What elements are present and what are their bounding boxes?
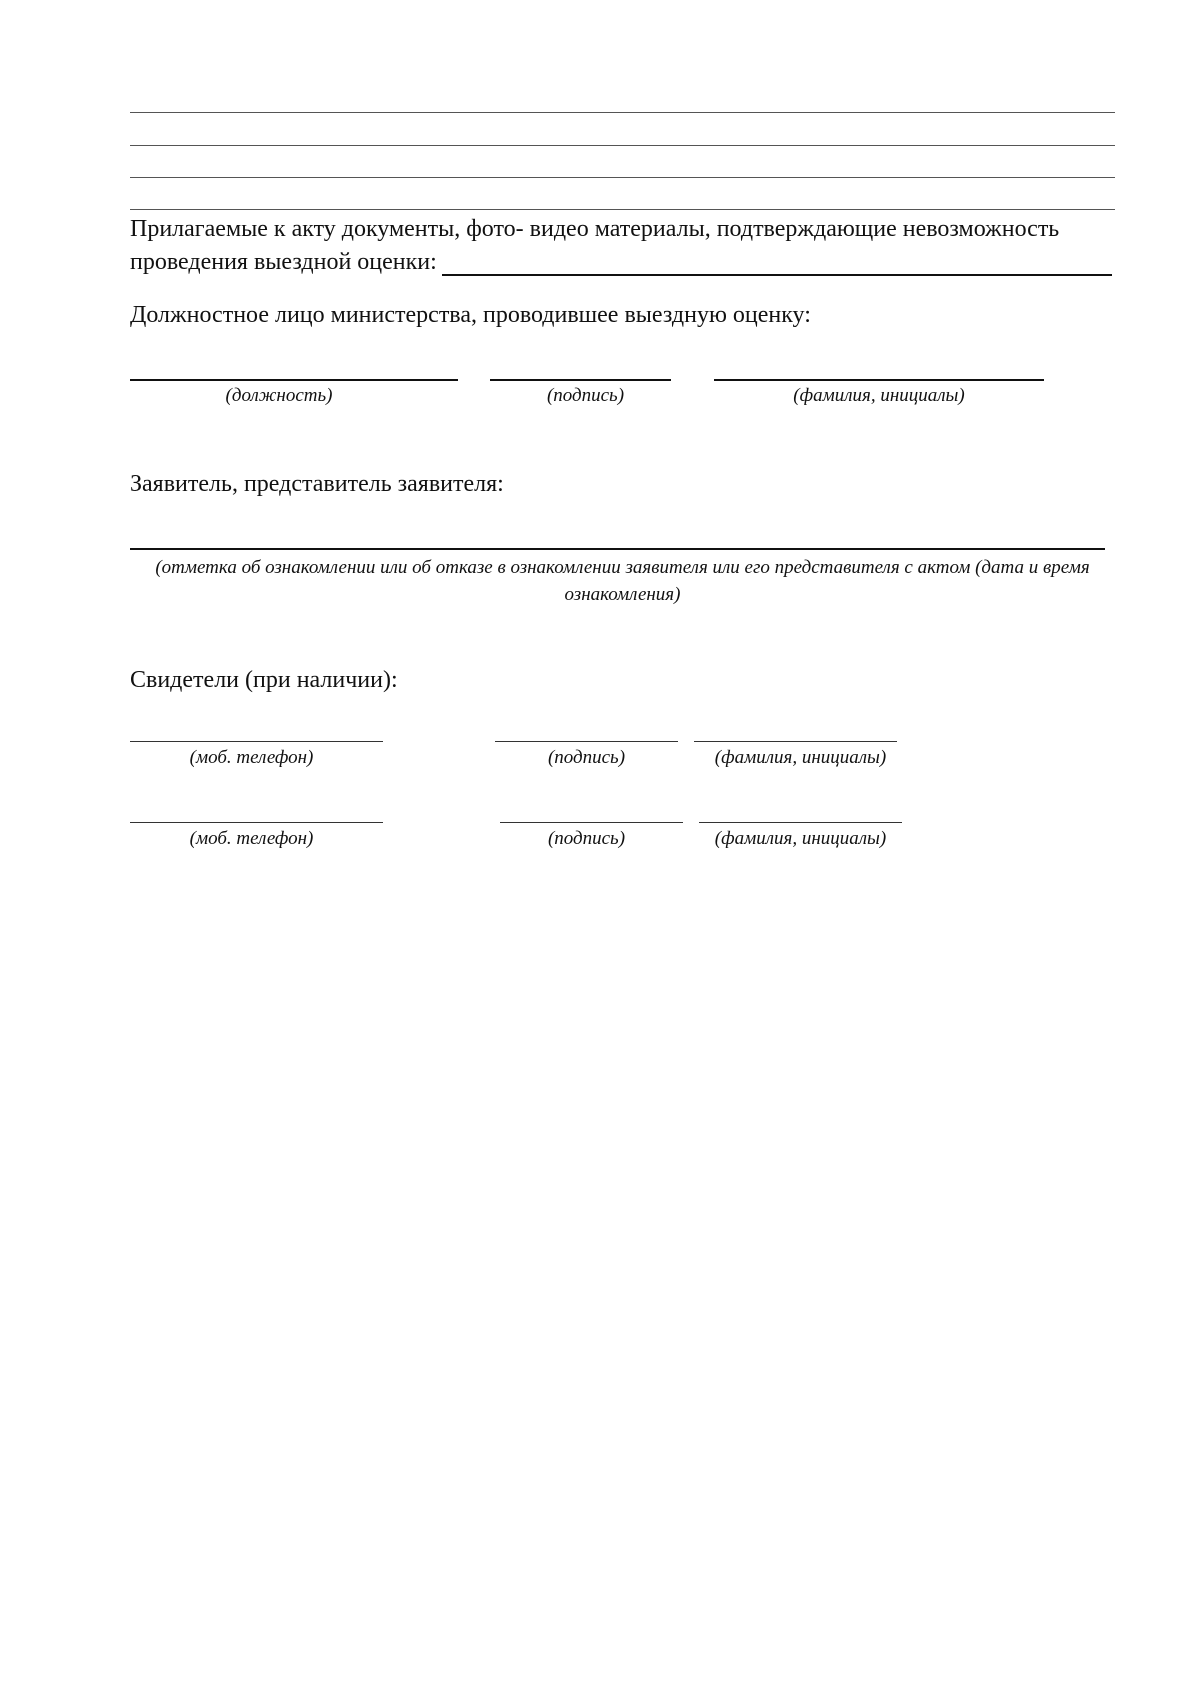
official-heading: Должностное лицо министерства, проводившее выездную оценку:: [130, 302, 811, 328]
ruled-line-2: [130, 145, 1115, 146]
official-signature-caption: (подпись): [546, 385, 625, 406]
witness1-name-line: [694, 741, 897, 742]
witness2-signature-caption: (подпись): [547, 828, 626, 849]
witness2-name-line: [699, 822, 902, 823]
ruled-line-3: [130, 177, 1115, 178]
applicant-line: [130, 548, 1105, 550]
official-signature-line: [490, 379, 671, 381]
attachments-text-line2: проведения выездной оценки:: [130, 249, 437, 275]
witness1-name-caption: (фамилия, инициалы): [714, 747, 887, 768]
attachments-fill-line: [442, 274, 1112, 276]
witnesses-heading: Свидетели (при наличии):: [130, 667, 398, 693]
attachments-text-line1: Прилагаемые к акту документы, фото- видео материалы, подтверждающие невозможность: [130, 216, 1060, 242]
official-name-line: [714, 379, 1044, 381]
ruled-line-1: [130, 112, 1115, 113]
witness1-phone-line: [130, 741, 383, 742]
official-position-line: [130, 379, 458, 381]
applicant-heading: Заявитель, представитель заявителя:: [130, 471, 504, 497]
witness2-phone-caption: (моб. телефон): [189, 828, 314, 849]
ruled-line-4: [130, 209, 1115, 210]
witness2-signature-line: [500, 822, 683, 823]
witness1-signature-caption: (подпись): [547, 747, 626, 768]
official-position-caption: (должность): [225, 385, 333, 406]
witness2-name-caption: (фамилия, инициалы): [714, 828, 887, 849]
witness2-phone-line: [130, 822, 383, 823]
applicant-caption: (отметка об ознакомлении или об отказе в ознакомлении заявителя или его представителя с актом (дата и время ознакомления): [155, 557, 1090, 605]
witness1-signature-line: [495, 741, 678, 742]
witness1-phone-caption: (моб. телефон): [189, 747, 314, 768]
official-name-caption: (фамилия, инициалы): [793, 385, 965, 406]
